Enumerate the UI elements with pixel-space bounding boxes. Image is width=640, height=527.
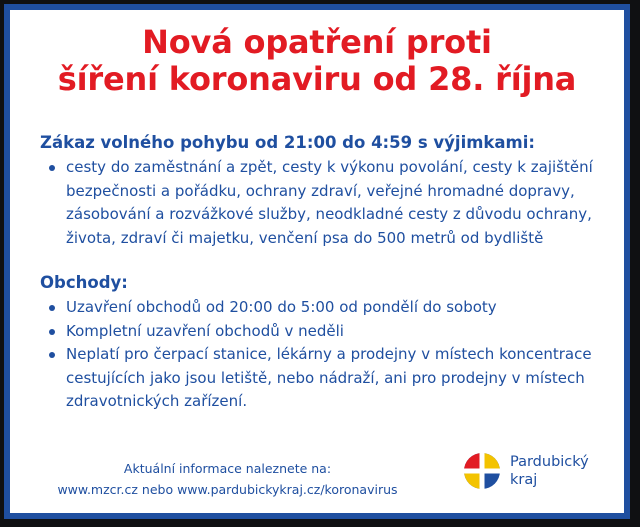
list-item — [40, 320, 606, 344]
shops-list — [40, 296, 606, 414]
section-heading-curfew: Zákaz volného pohybu od 21:00 do 4:59 s výjimkami: — [40, 133, 535, 152]
curfew-list — [40, 156, 606, 250]
region-logo — [462, 451, 589, 491]
info-card — [4, 4, 630, 519]
list-item-text: Uzavření obchodů od 20:00 do 5:00 od pondělí do soboty — [66, 298, 497, 316]
title-line-1: Nová opatření proti — [142, 23, 492, 61]
list-item-text: cesty do zaměstnání a zpět, cesty k výkonu povolání, cesty k zajištění bezpečnosti a pořádku, ochrany zdraví, veřejné hromadné dopravy, zásobování a rozvážkové služby, neodkladné cesty z důvodu ochrany, života, zdraví či majetku, venčení psa do 500 metrů od bydliště — [66, 158, 593, 247]
section-heading-shops: Obchody: — [40, 273, 128, 292]
footer-links[interactable]: www.mzcr.cz nebo www.pardubickykraj.cz/koronavirus — [57, 482, 398, 497]
list-item — [40, 296, 606, 320]
page-title — [10, 24, 624, 98]
bullet-icon — [49, 305, 55, 311]
footer-info — [30, 458, 425, 500]
list-item-text: Kompletní uzavření obchodů v neděli — [66, 321, 344, 340]
bullet-icon — [49, 352, 55, 358]
bullet-icon — [49, 329, 55, 335]
list-item-text: Neplatí pro čerpací stanice, lékárny a prodejny v místech koncentrace cestujících jako jsou letiště, nebo nádraží, ani pro prodejny v místech zdravotnických zařízení. — [66, 345, 592, 410]
logo-line-2: kraj — [510, 472, 538, 488]
pardubicky-kraj-logo-icon — [462, 451, 502, 491]
title-line-2: šíření koronaviru od 28. října — [57, 60, 577, 98]
logo-text — [510, 453, 589, 489]
logo-line-1: Pardubický — [510, 454, 589, 470]
list-item — [40, 156, 606, 250]
content — [40, 132, 606, 414]
bullet-icon — [49, 165, 55, 171]
footer-line-1: Aktuální informace naleznete na: — [123, 461, 332, 476]
list-item — [40, 343, 606, 414]
